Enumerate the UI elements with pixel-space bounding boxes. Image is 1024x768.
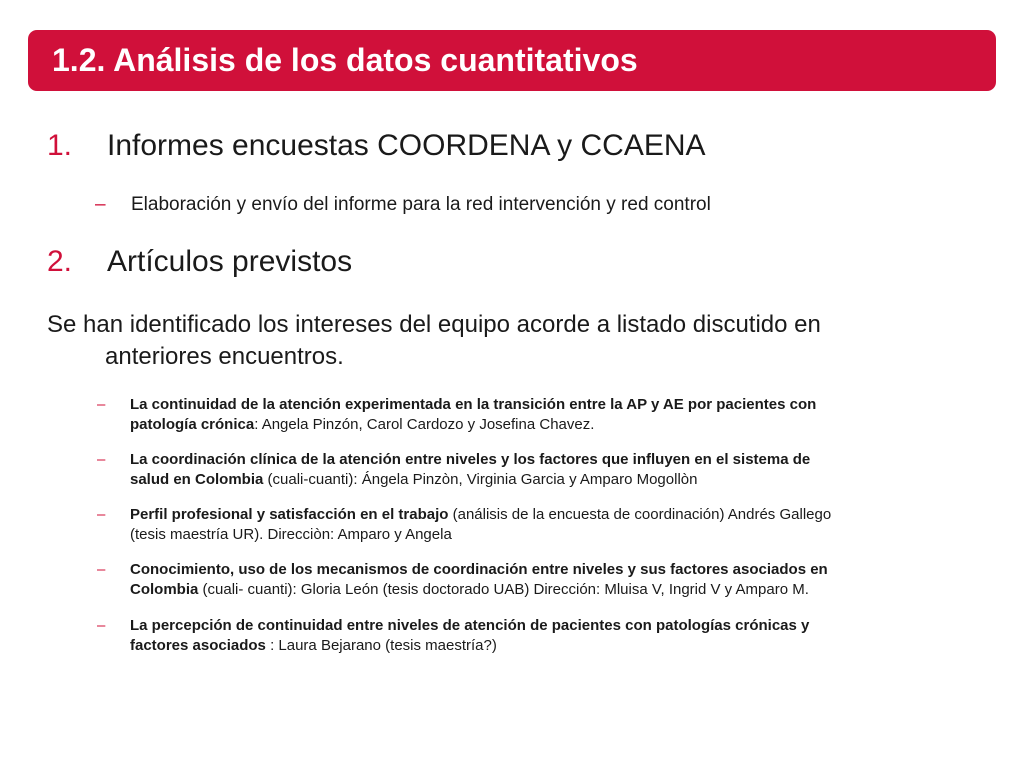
dash-bullet: – <box>97 506 106 523</box>
article-title: factores asociados <box>130 637 266 654</box>
dash-bullet: – <box>97 396 106 413</box>
item-number: 1. <box>47 129 73 162</box>
article-authors: (tesis maestría UR). Direcciòn: Amparo y Angela <box>130 526 452 543</box>
article-title: La percepción de continuidad entre niveles de atención de pacientes con patologías crónicas y <box>130 617 810 634</box>
item-label: Informes encuestas COORDENA y CCAENA <box>107 129 706 162</box>
item-number: 2. <box>47 245 73 278</box>
article-authors: : Angela Pinzón, Carol Cardozo y Josefina Chavez. <box>254 416 595 433</box>
article-title: La coordinación clínica de la atención entre niveles y los factores que influyen en el sistema de <box>130 451 811 468</box>
sub-bullet-text: Elaboración y envío del informe para la red intervención y red control <box>131 194 711 215</box>
paragraph-line-1: Se han identificado los intereses del equipo acorde a listado discutido en <box>47 311 821 338</box>
intro-paragraph <box>47 309 947 373</box>
dash-bullet: – <box>97 561 106 578</box>
slide-title: 1.2. Análisis de los datos cuantitativos <box>52 42 638 78</box>
title-bar <box>28 30 996 91</box>
article-authors: (cuali- cuanti): Gloria León (tesis doctorado UAB) Dirección: Mluisa V, Ingrid V y Amparo M. <box>198 581 809 598</box>
dash-bullet: – <box>95 194 106 215</box>
article-title: patología crónica <box>130 416 255 433</box>
article-title: Colombia <box>130 581 199 598</box>
article-title: Conocimiento, uso de los mecanismos de coordinación entre niveles y sus factores asociados en <box>130 561 828 578</box>
item-label: Artículos previstos <box>107 245 353 278</box>
dash-bullet: – <box>97 451 106 468</box>
article-title: La continuidad de la atención experimentada en la transición entre la AP y AE por pacientes con <box>130 396 817 413</box>
article-authors: : Laura Bejarano (tesis maestría?) <box>265 637 497 654</box>
paragraph-line-2: anteriores encuentros. <box>105 343 344 370</box>
dash-bullet: – <box>97 617 106 634</box>
article-title: Perfil profesional y satisfacción en el trabajo <box>130 506 449 523</box>
article-title: salud en Colombia <box>130 471 264 488</box>
article-authors: (cuali-cuanti): Ángela Pinzòn, Virginia Garcia y Amparo Mogollòn <box>263 471 698 488</box>
article-detail: (análisis de la encuesta de coordinación) Andrés Gallego <box>448 506 832 523</box>
